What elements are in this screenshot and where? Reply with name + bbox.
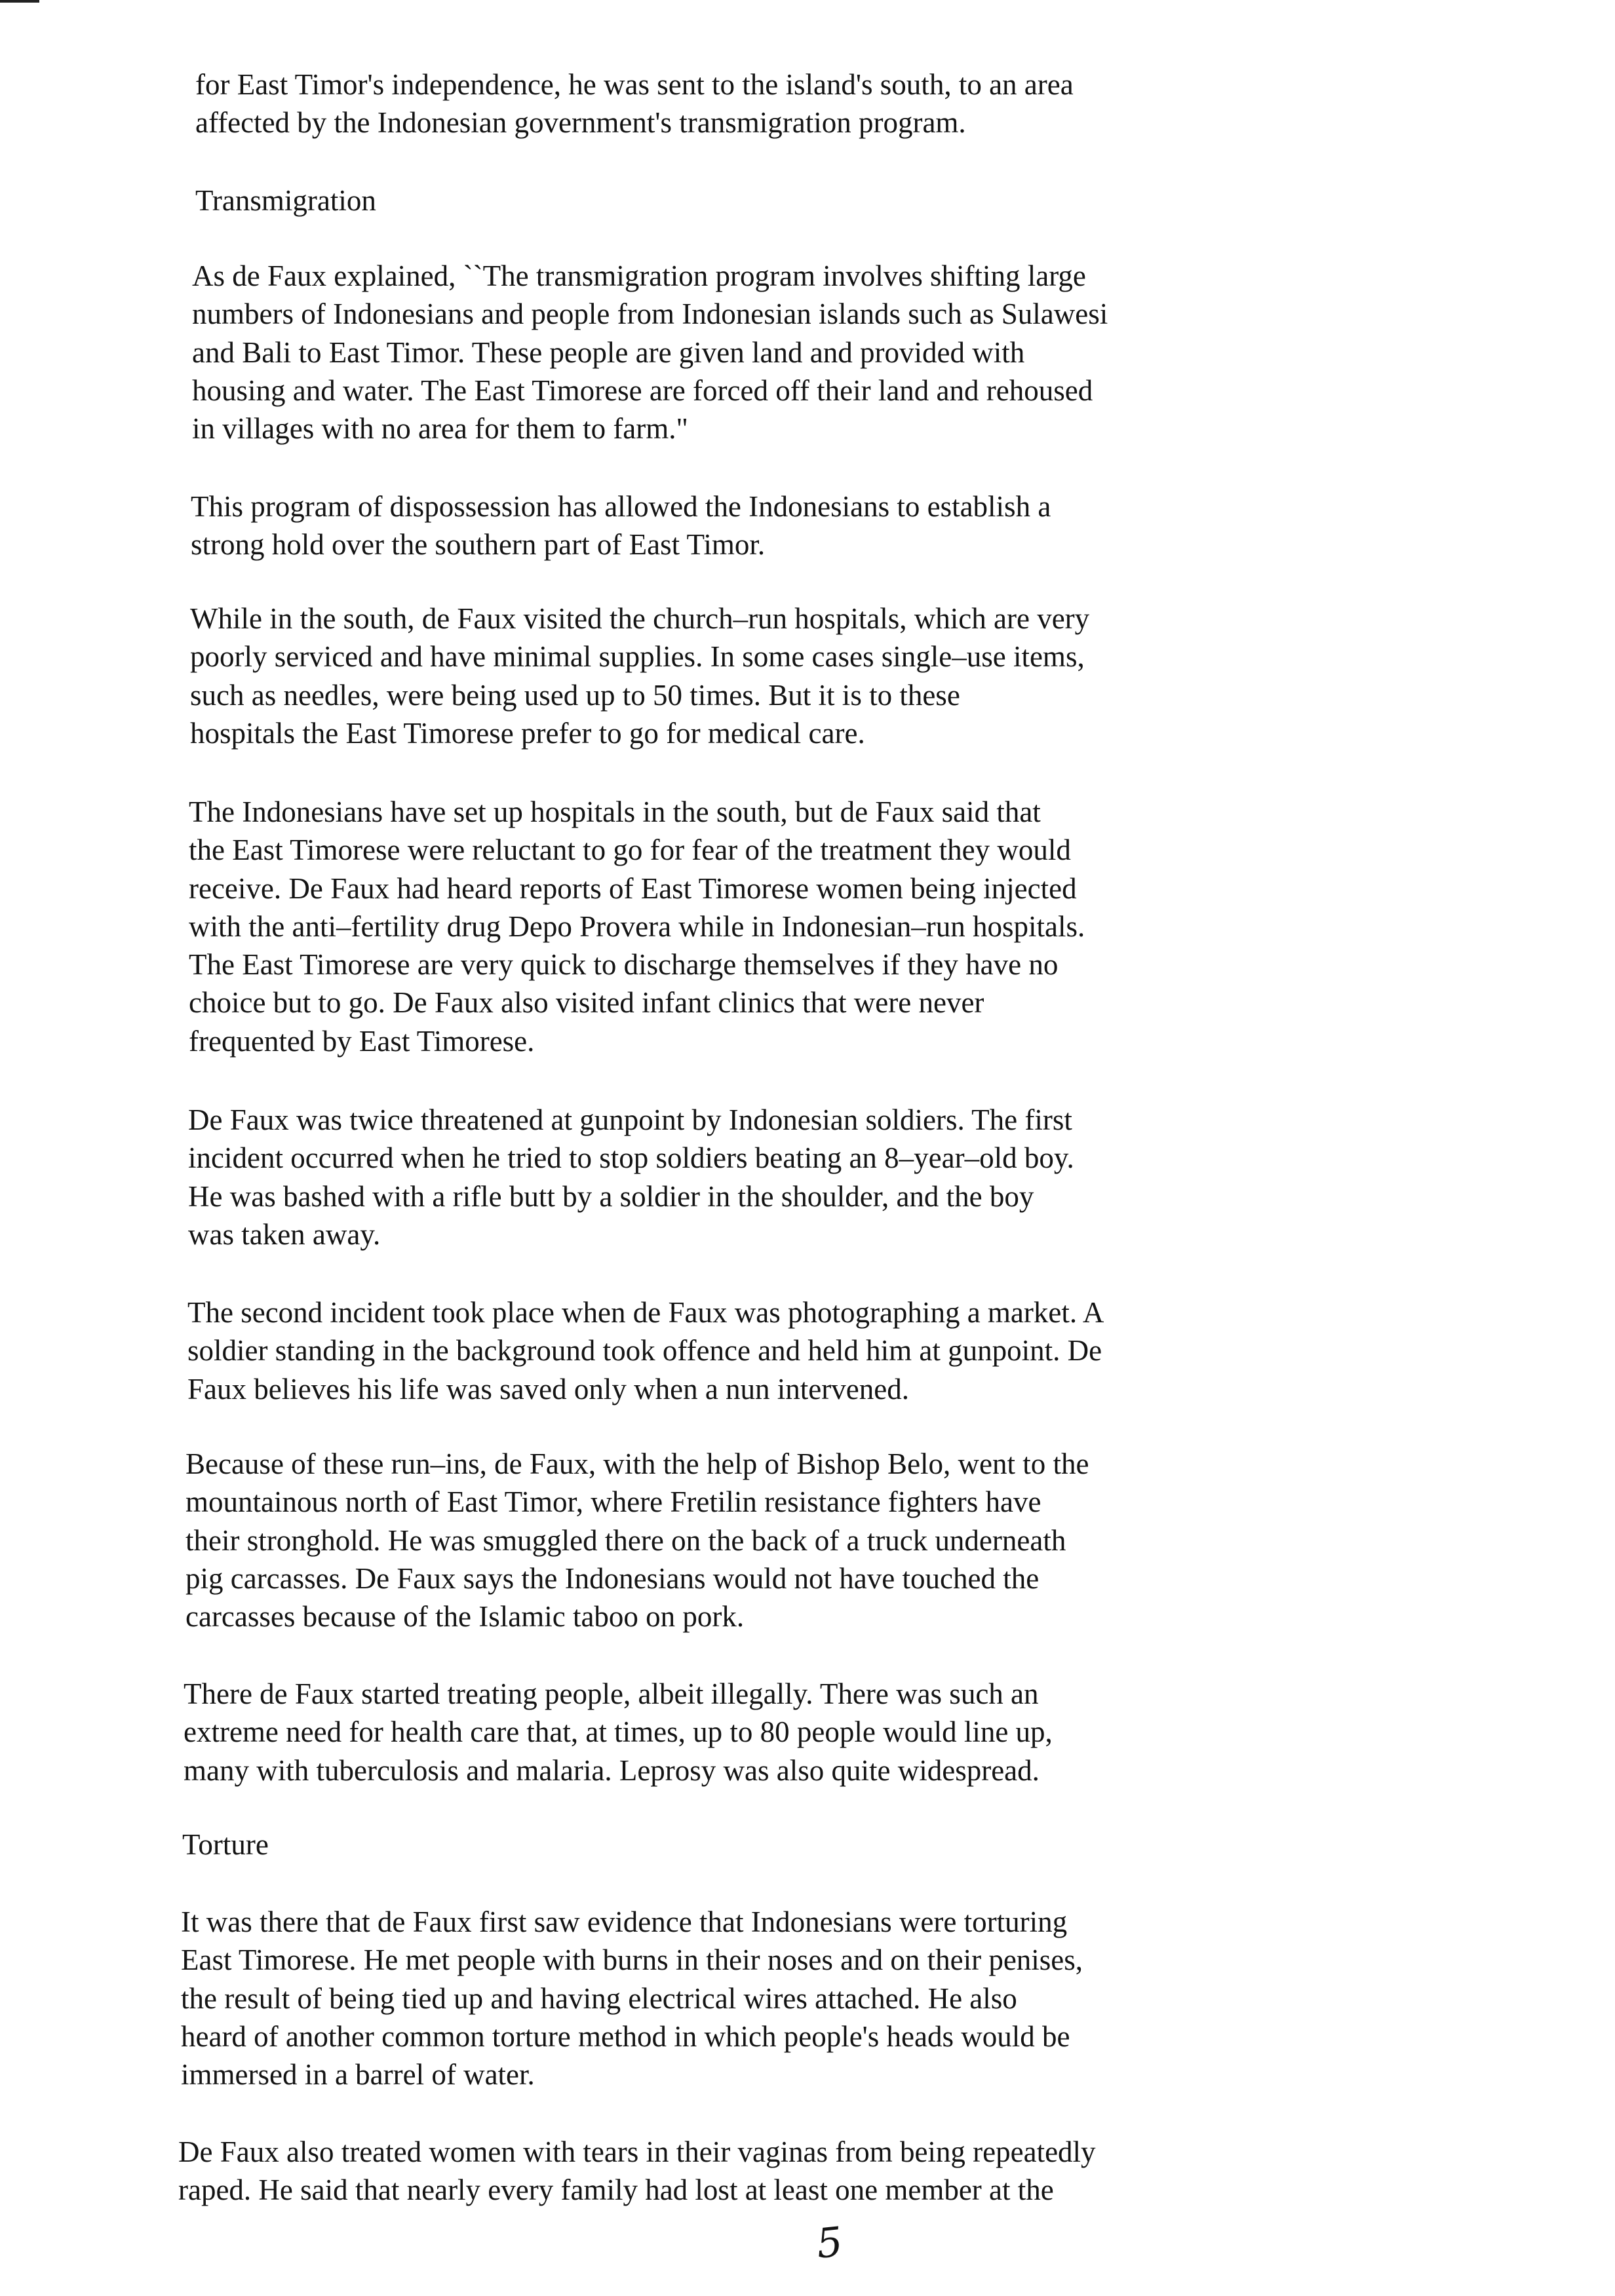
text-line: There de Faux started treating people, albeit illegally. There was such an <box>184 1677 1039 1710</box>
text-line: pig carcasses. De Faux says the Indonesians would not have touched the <box>185 1561 1040 1595</box>
text-line: heard of another common torture method in which people's heads would be <box>181 2019 1070 2053</box>
text-line: receive. De Faux had heard reports of East Timorese women being injected <box>189 871 1077 905</box>
text-line: frequented by East Timorese. <box>189 1024 535 1058</box>
paragraph-torture-evidence <box>181 1903 1557 2094</box>
paragraph-transmigration-quote <box>192 257 1568 448</box>
paragraph-dispossession <box>191 488 1567 564</box>
text-line: The second incident took place when de Faux was photographing a market. A <box>187 1296 1104 1329</box>
text-line: He was bashed with a rifle butt by a soldier in the shoulder, and the boy <box>188 1179 1034 1213</box>
text-line: for East Timor's independence, he was sent to the island's south, to an area <box>195 68 1074 101</box>
text-line: Because of these run–ins, de Faux, with the help of Bishop Belo, went to the <box>185 1447 1089 1480</box>
text-line: De Faux was twice threatened at gunpoint by Indonesian soldiers. The first <box>188 1103 1072 1136</box>
text-line: This program of dispossession has allowed the Indonesians to establish a <box>191 490 1051 523</box>
text-line: While in the south, de Faux visited the church–run hospitals, which are very <box>190 602 1090 635</box>
text-line: poorly serviced and have minimal supplies. In some cases single–use items, <box>190 640 1085 674</box>
text-line: choice but to go. De Faux also visited infant clinics that were never <box>189 986 984 1020</box>
paragraph-gunpoint <box>188 1101 1565 1253</box>
text-line: mountainous north of East Timor, where Fretilin resistance fighters have <box>185 1485 1041 1519</box>
text-line: their stronghold. He was smuggled there on the back of a truck underneath <box>185 1523 1066 1557</box>
text-line: East Timorese. He met people with burns in their noses and on their penises, <box>181 1943 1083 1977</box>
paragraph-indonesian-hospitals <box>189 793 1565 1060</box>
paragraph-second-incident <box>187 1293 1564 1408</box>
text-line: was taken away. <box>188 1217 381 1251</box>
section-heading-transmigration: Transmigration <box>195 184 376 217</box>
text-line: in villages with no area for them to farm." <box>192 412 688 446</box>
paragraph-women-treated <box>178 2133 1555 2210</box>
text-line: such as needles, were being used up to 50 times. But it is to these <box>190 678 960 712</box>
text-line: numbers of Indonesians and people from Indonesian islands such as Sulawesi <box>192 297 1108 331</box>
text-line: De Faux also treated women with tears in their vaginas from being repeatedly <box>178 2135 1096 2168</box>
text-line: incident occurred when he tried to stop soldiers beating an 8–year–old boy. <box>188 1141 1074 1175</box>
paragraph-treating-people <box>184 1675 1560 1789</box>
text-line: Faux believes his life was saved only when a nun intervened. <box>187 1372 909 1406</box>
text-line: many with tuberculosis and malaria. Leprosy was also quite widespread. <box>184 1753 1040 1787</box>
section-heading-torture: Torture <box>182 1828 269 1861</box>
text-line: soldier standing in the background took offence and held him at gunpoint. De <box>187 1334 1102 1368</box>
paragraph-church-hospitals <box>190 600 1566 752</box>
text-line: with the anti–fertility drug Depo Provera while in Indonesian–run hospitals. <box>189 909 1085 943</box>
text-line: It was there that de Faux first saw evidence that Indonesians were torturing <box>181 1905 1068 1938</box>
page-number: 5 <box>814 2217 846 2268</box>
text-line: affected by the Indonesian government's transmigration program. <box>195 106 966 140</box>
text-line: extreme need for health care that, at times, up to 80 people would line up, <box>184 1715 1053 1749</box>
text-line: the result of being tied up and having electrical wires attached. He also <box>181 1981 1017 2015</box>
scan-edge-mark <box>0 0 39 3</box>
text-line: carcasses because of the Islamic taboo on pork. <box>185 1600 745 1634</box>
text-line: immersed in a barrel of water. <box>181 2058 535 2092</box>
text-line: strong hold over the southern part of East Timor. <box>191 528 766 562</box>
text-line: The East Timorese are very quick to discharge themselves if they have no <box>189 948 1059 982</box>
text-line: The Indonesians have set up hospitals in the south, but de Faux said that <box>189 795 1041 828</box>
text-line: hospitals the East Timorese prefer to go for medical care. <box>190 716 865 750</box>
text-line: raped. He said that nearly every family had lost at least one member at the <box>178 2173 1054 2207</box>
paragraph-intro <box>195 66 1572 142</box>
paragraph-mountainous-north <box>185 1445 1562 1636</box>
text-line: and Bali to East Timor. These people are given land and provided with <box>192 335 1025 369</box>
text-line: As de Faux explained, ``The transmigration program involves shifting large <box>192 259 1086 292</box>
text-line: the East Timorese were reluctant to go for fear of the treatment they would <box>189 833 1071 867</box>
text-line: housing and water. The East Timorese are forced off their land and rehoused <box>192 373 1093 407</box>
